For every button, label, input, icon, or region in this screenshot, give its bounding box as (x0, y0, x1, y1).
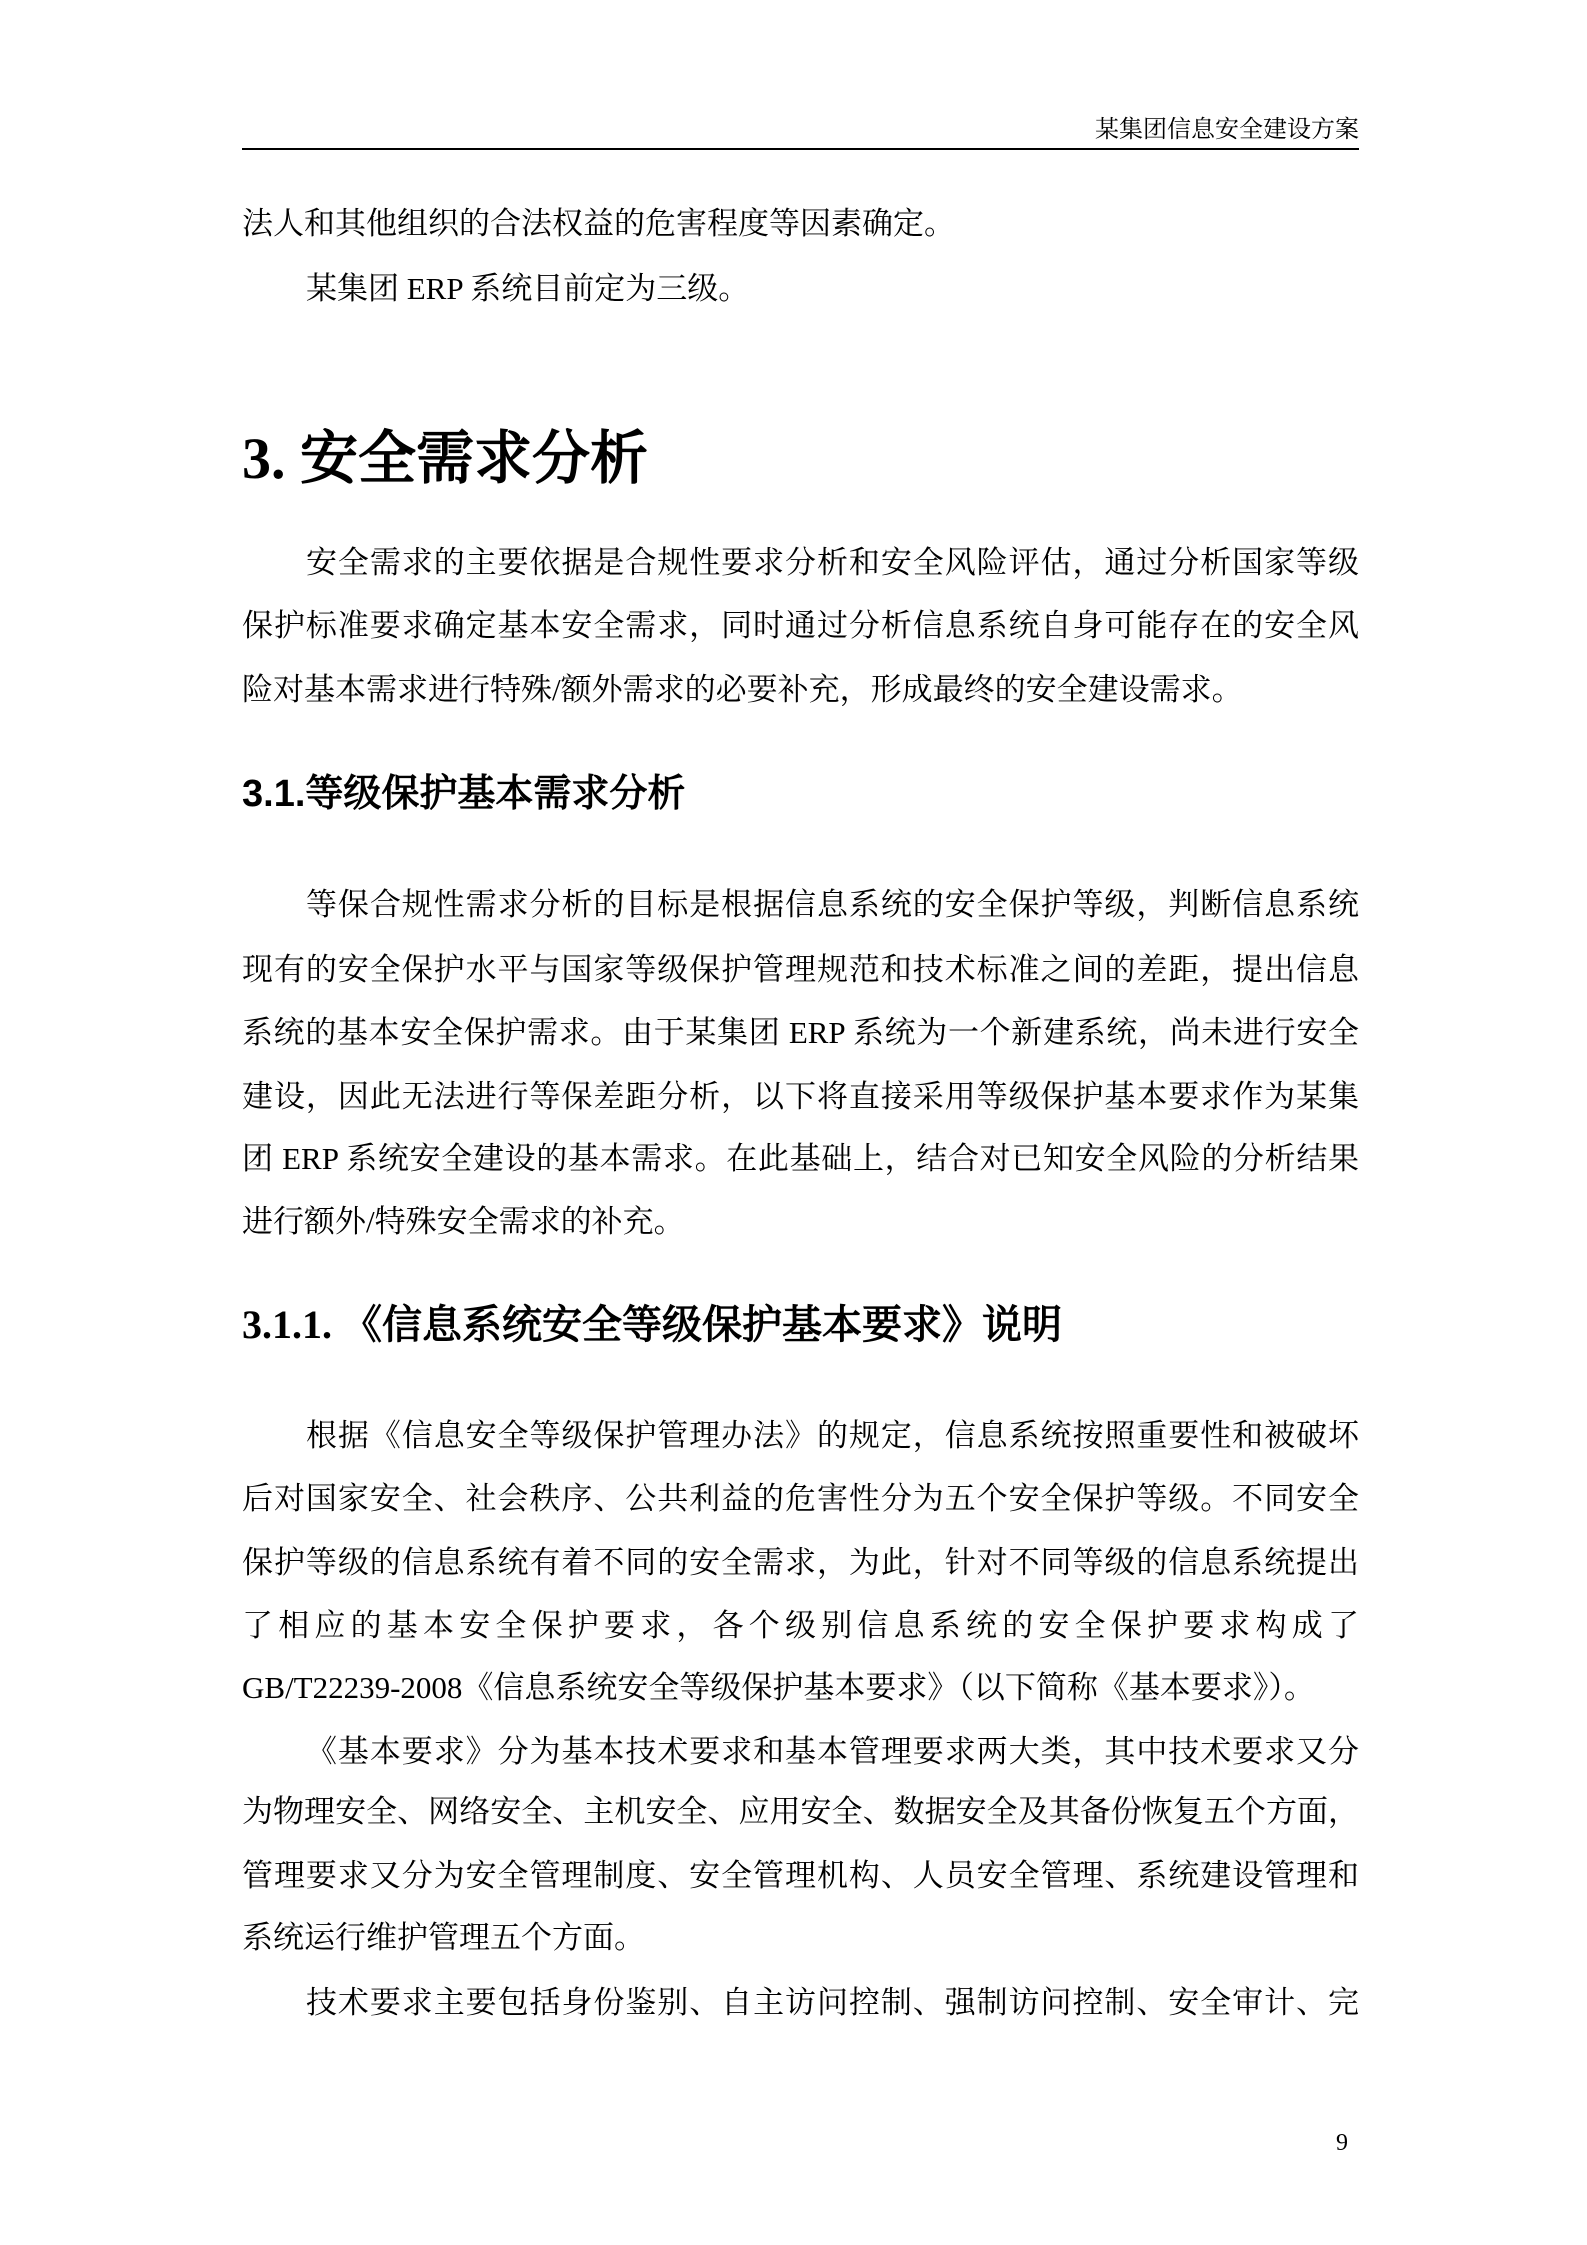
body-line: 了相应的基本安全保护要求，各个级别信息系统的安全保护要求构成了 (242, 1608, 1359, 1643)
body-line: 技术要求主要包括身份鉴别、自主访问控制、强制访问控制、安全审计、完 (306, 1985, 1359, 2020)
body-line: 管理要求又分为安全管理制度、安全管理机构、人员安全管理、系统建设管理和 (242, 1858, 1359, 1893)
section-heading-3-1-1: 3.1.1. 《信息系统安全等级保护基本要求》说明 (242, 1302, 1062, 1347)
body-line: 保护等级的信息系统有着不同的安全需求，为此，针对不同等级的信息系统提出 (242, 1545, 1359, 1580)
running-header: 某集团信息安全建设方案 (1095, 117, 1359, 143)
body-line: 为物理安全、网络安全、主机安全、应用安全、数据安全及其备份恢复五个方面， (242, 1794, 1359, 1829)
body-line: 法人和其他组织的合法权益的危害程度等因素确定。 (242, 206, 955, 241)
body-line: 保护标准要求确定基本安全需求，同时通过分析信息系统自身可能存在的安全风 (242, 608, 1359, 643)
body-line: 系统的基本安全保护需求。由于某集团 ERP 系统为一个新建系统，尚未进行安全 (242, 1015, 1359, 1050)
body-line: 《基本要求》分为基本技术要求和基本管理要求两大类，其中技术要求又分 (306, 1734, 1359, 1769)
body-line: 根据《信息安全等级保护管理办法》的规定，信息系统按照重要性和被破坏 (306, 1418, 1359, 1453)
body-line: 进行额外/特殊安全需求的补充。 (242, 1204, 685, 1239)
section-heading-3-1: 3.1.等级保护基本需求分析 (242, 773, 686, 815)
body-line: 安全需求的主要依据是合规性要求分析和安全风险评估，通过分析国家等级 (306, 545, 1359, 580)
body-line: 现有的安全保护水平与国家等级保护管理规范和技术标准之间的差距，提出信息 (242, 952, 1359, 987)
body-line: 建设，因此无法进行等保差距分析，以下将直接采用等级保护基本要求作为某集 (242, 1079, 1359, 1114)
section-heading-3: 3. 安全需求分析 (242, 426, 649, 491)
body-line: 后对国家安全、社会秩序、公共利益的危害性分为五个安全保护等级。不同安全 (242, 1481, 1359, 1516)
body-line: GB/T22239-2008《信息系统安全等级保护基本要求》（以下简称《基本要求》）。 (242, 1670, 1315, 1705)
body-line: 团 ERP 系统安全建设的基本需求。在此基础上，结合对已知安全风险的分析结果 (242, 1141, 1359, 1176)
body-line: 险对基本需求进行特殊/额外需求的必要补充，形成最终的安全建设需求。 (242, 672, 1243, 707)
body-line: 某集团 ERP 系统目前定为三级。 (306, 271, 750, 306)
page-number: 9 (1336, 2130, 1348, 2156)
body-line: 系统运行维护管理五个方面。 (242, 1920, 645, 1955)
body-line: 等保合规性需求分析的目标是根据信息系统的安全保护等级，判断信息系统 (306, 887, 1359, 922)
header-rule (242, 148, 1359, 150)
